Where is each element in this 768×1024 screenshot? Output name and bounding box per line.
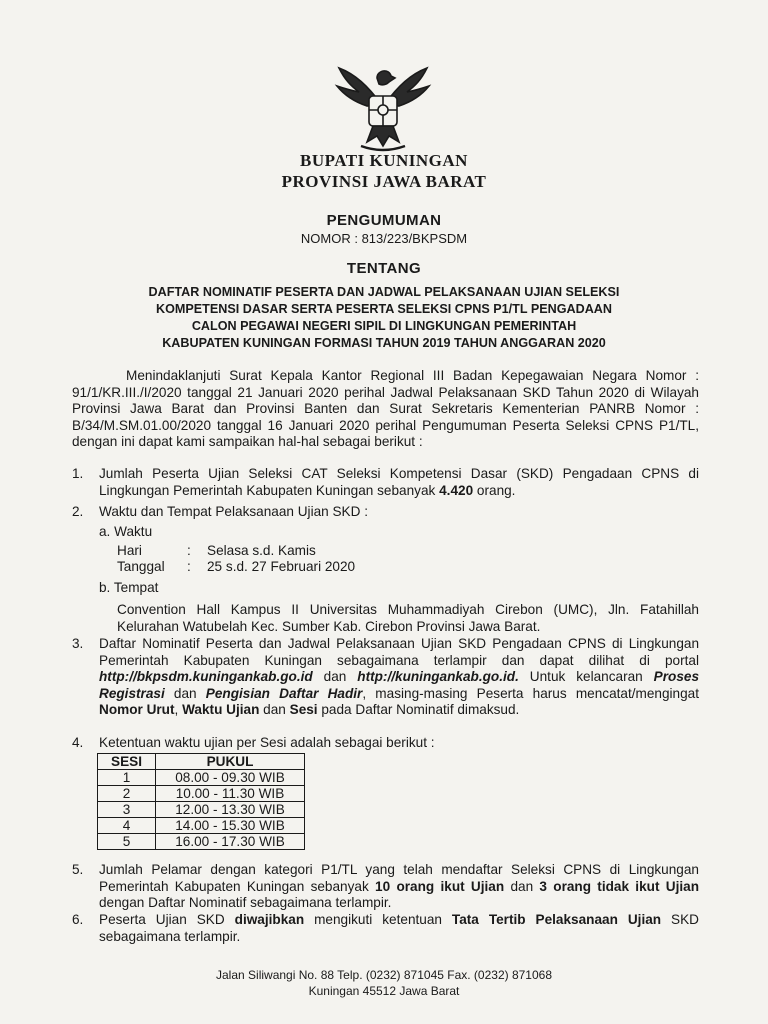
hari-colon: : — [187, 543, 191, 558]
nomor-label: NOMOR : — [300, 231, 358, 246]
item-3 — [99, 636, 699, 719]
tanggal-colon: : — [187, 559, 191, 574]
item-3-text: pada Daftar Nominatif dimaksud. — [317, 702, 520, 717]
table-row — [98, 802, 305, 818]
pukul-cell: 10.00 - 11.30 WIB — [156, 786, 305, 802]
item-3-emphasis: Pengisian Daftar Hadir — [205, 685, 363, 701]
portal-link-bkpsdm[interactable]: http://bkpsdm.kuningankab.go.id — [99, 669, 313, 684]
pukul-cell: 16.00 - 17.30 WIB — [156, 834, 305, 850]
item-5-text: dan — [504, 878, 540, 894]
tentang-heading: TENTANG — [346, 260, 422, 277]
portal-link-kuningankab[interactable]: http://kuningankab.go.id. — [357, 669, 519, 684]
tanggal-value: 25 s.d. 27 Februari 2020 — [207, 559, 356, 574]
sub-b-tempat: b. Tempat — [99, 580, 159, 595]
sesi-cell: 4 — [98, 818, 156, 834]
announcement-title — [0, 284, 768, 352]
item-3-bold: Nomor Urut — [99, 702, 175, 717]
item-5 — [99, 862, 699, 912]
item-3-emphasis: Proses Registrasi — [99, 669, 700, 701]
header-line-1: BUPATI KUNINGAN — [300, 151, 468, 170]
item-number: 1. — [72, 466, 84, 481]
footer-address: Jalan Siliwangi No. 88 Telp. (0232) 871045 Fax. (0232) 871068 — [216, 968, 552, 982]
title-line: DAFTAR NOMINATIF PESERTA DAN JADWAL PELAKSANAAN UJIAN SELEKSI — [148, 285, 620, 299]
item-5-text: Jumlah Pelamar dengan kategori P1/TL yang telah mendaftar Seleksi CPNS di Lingkungan Pemerintah Kabupaten Kuningan sebanyak — [99, 862, 699, 894]
nomor-value: 813/223/BKPSDM — [361, 231, 468, 246]
sesi-cell: 1 — [98, 770, 156, 786]
pukul-cell: 12.00 - 13.30 WIB — [156, 802, 305, 818]
table-row — [98, 770, 305, 786]
sesi-table — [97, 753, 305, 850]
item-number: 2. — [72, 504, 84, 519]
item-3-text: , — [174, 702, 183, 717]
nomor-line — [0, 231, 768, 246]
item-3-text: , masing-masing Peserta harus mencatat/mengingat — [362, 685, 700, 701]
item-3-text: Untuk kelancaran — [518, 669, 654, 684]
item-3-bold: Sesi — [289, 702, 318, 717]
item-1 — [99, 466, 699, 499]
title-line: KABUPATEN KUNINGAN FORMASI TAHUN 2019 TAHUN ANGGARAN 2020 — [162, 336, 606, 350]
title-line: CALON PEGAWAI NEGERI SIPIL DI LINGKUNGAN PEMERINTAH — [191, 319, 577, 333]
item-6-bold: diwajibkan — [234, 912, 305, 927]
intro-paragraph: Menindaklanjuti Surat Kepala Kantor Regional III Badan Kepegawaian Negara Nomor : 91/1/KR.III./I/2020 tanggal 21 Januari 2020 perihal Jadwal Pelaksanaan SKD Tahun 2020 di Wilayah Provinsi Jawa Barat dan Provinsi Banten dan Surat Sekretaris Kementerian PANRB Nomor : B/34/M.SM.01.00/2020 tanggal 16 Januari 2020 perihal Pengumuman Peserta Seleksi CPNS P1/TL, dengan ini dapat kami sampaikan hal-hal sebagai berikut : — [72, 368, 699, 449]
tempat-value: Convention Hall Kampus II Universitas Muhammadiyah Cirebon (UMC), Jln. Fatahillah Kelurahan Watubelah Kec. Sumber Kab. Cirebon Provinsi Jawa Barat. — [117, 602, 699, 634]
item-3-text: dan — [312, 669, 358, 684]
item-6-text: Peserta Ujian SKD — [99, 912, 235, 927]
item-4-text: Ketentuan waktu ujian per Sesi adalah sebagai berikut : — [99, 735, 435, 750]
item-1-text: Jumlah Peserta Ujian Seleksi CAT Seleksi Kompetensi Dasar (SKD) Pengadaan CPNS di Lingkungan Pemerintah Kabupaten Kuningan sebanyak — [99, 466, 699, 498]
item-6-bold: Tata Tertib Pelaksanaan Ujian — [451, 912, 662, 927]
column-header-pukul: PUKUL — [156, 754, 305, 770]
pukul-cell: 14.00 - 15.30 WIB — [156, 818, 305, 834]
title-line: KOMPETENSI DASAR SERTA PESERTA SELEKSI CPNS P1/TL PENGADAAN — [156, 302, 612, 316]
item-3-text: dan — [164, 685, 206, 701]
garuda-emblem-icon — [333, 56, 433, 156]
sesi-cell: 5 — [98, 834, 156, 850]
item-3-bold: Waktu Ujian — [182, 702, 260, 717]
item-1-end: orang. — [473, 482, 516, 498]
doc-type: PENGUMUMAN — [326, 212, 442, 229]
item-6-text: SKD sebagaimana terlampir. — [99, 912, 699, 944]
table-row — [98, 834, 305, 850]
table-header-row — [98, 754, 305, 770]
item-number: 5. — [72, 862, 84, 877]
item-3-text: Daftar Nominatif Peserta dan Jadwal Pelaksanaan Ujian SKD Pengadaan CPNS di Lingkungan Pemerintah Kabupaten Kuningan sebagaimana terlampir dan dapat dilihat di portal — [99, 636, 699, 668]
hari-label: Hari — [117, 543, 142, 558]
sesi-cell: 2 — [98, 786, 156, 802]
item-2-text: Waktu dan Tempat Pelaksanaan Ujian SKD : — [99, 504, 368, 519]
item-number: 6. — [72, 912, 84, 927]
item-5-bold: 3 orang tidak ikut Ujian — [539, 878, 699, 894]
table-row — [98, 818, 305, 834]
column-header-sesi: SESI — [98, 754, 156, 770]
item-6 — [99, 912, 699, 945]
header-line-2: PROVINSI JAWA BARAT — [281, 172, 487, 191]
footer-city: Kuningan 45512 Jawa Barat — [308, 984, 460, 998]
item-number: 3. — [72, 636, 84, 651]
pukul-cell: 08.00 - 09.30 WIB — [156, 770, 305, 786]
item-3-text: dan — [259, 702, 290, 717]
hari-value: Selasa s.d. Kamis — [207, 543, 316, 558]
item-6-text: mengikuti ketentuan — [304, 912, 452, 927]
tanggal-label: Tanggal — [117, 559, 165, 574]
item-5-bold: 10 orang ikut Ujian — [375, 878, 505, 894]
item-number: 4. — [72, 735, 84, 750]
sesi-cell: 3 — [98, 802, 156, 818]
sub-a-waktu: a. Waktu — [99, 524, 153, 539]
table-row — [98, 786, 305, 802]
item-1-count: 4.420 — [439, 482, 474, 498]
item-5-text: dengan Daftar Nominatif sebagaimana terlampir. — [99, 895, 392, 910]
